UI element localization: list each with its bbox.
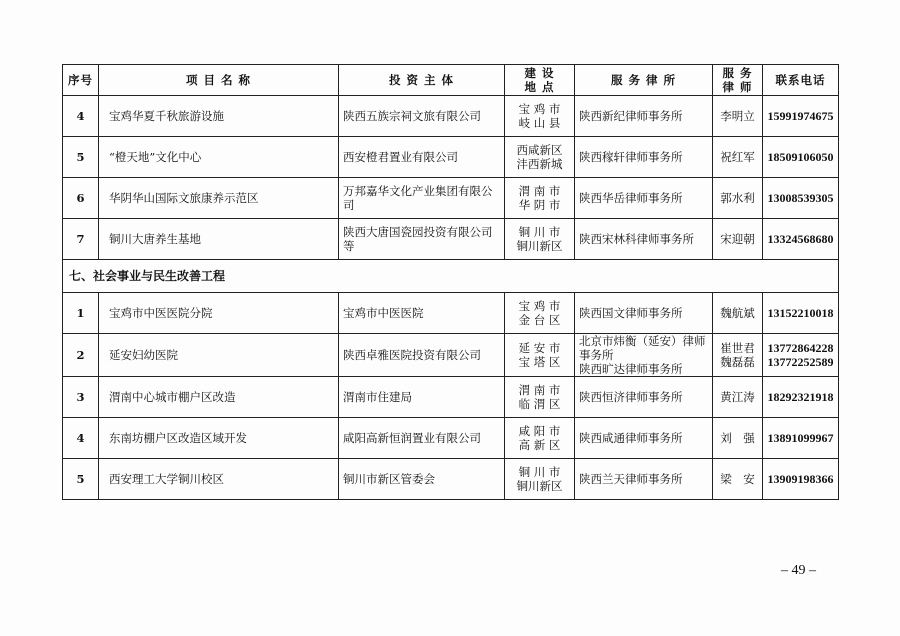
lawyer-name: 刘 强	[713, 418, 763, 459]
project-location: 铜 川 市 铜川新区	[505, 459, 575, 500]
investor-name: 陕西卓雅医院投资有限公司	[339, 334, 505, 377]
header-investor: 投 资 主 体	[339, 65, 505, 96]
lawyer-name: 宋迎朝	[713, 219, 763, 260]
contact-phone: 13152210018	[763, 293, 839, 334]
row-number: 1	[63, 293, 99, 334]
project-table	[62, 64, 839, 500]
header-location: 建 设 地 点	[505, 65, 575, 96]
lawyer-name: 魏航斌	[713, 293, 763, 334]
project-name: 西安理工大学铜川校区	[99, 459, 339, 500]
row-number: 6	[63, 178, 99, 219]
table-row	[63, 459, 839, 500]
contact-phone: 18292321918	[763, 377, 839, 418]
project-location: 西咸新区 沣西新城	[505, 137, 575, 178]
investor-name: 西安橙君置业有限公司	[339, 137, 505, 178]
header-firm: 服 务 律 所	[575, 65, 713, 96]
lawyer-name: 祝红军	[713, 137, 763, 178]
contact-phone: 18509106050	[763, 137, 839, 178]
project-name: 宝鸡市中医医院分院	[99, 293, 339, 334]
law-firm: 陕西华岳律师事务所	[575, 178, 713, 219]
project-name: 华阴华山国际文旅康养示范区	[99, 178, 339, 219]
contact-phone: 13324568680	[763, 219, 839, 260]
project-name: 渭南中心城市棚户区改造	[99, 377, 339, 418]
investor-name: 万邦嘉华文化产业集团有限公司	[339, 178, 505, 219]
law-firm: 北京市炜衡（延安）律师 事务所 陕西旷达律师事务所	[575, 334, 713, 377]
project-location: 宝 鸡 市 岐 山 县	[505, 96, 575, 137]
contact-phone: 15991974675	[763, 96, 839, 137]
project-name: 铜川大唐养生基地	[99, 219, 339, 260]
section-title: 七、社会事业与民生改善工程	[63, 260, 839, 293]
investor-name: 铜川市新区管委会	[339, 459, 505, 500]
row-number: 4	[63, 418, 99, 459]
contact-phone: 13909198366	[763, 459, 839, 500]
project-location: 延 安 市 宝 塔 区	[505, 334, 575, 377]
investor-name: 陕西大唐国瓷园投资有限公司等	[339, 219, 505, 260]
row-number: 2	[63, 334, 99, 377]
section-body	[63, 260, 839, 293]
contact-phone: 13772864228 13772252589	[763, 334, 839, 377]
contact-phone: 13891099967	[763, 418, 839, 459]
project-name: 东南坊棚户区改造区域开发	[99, 418, 339, 459]
project-location: 渭 南 市 临 渭 区	[505, 377, 575, 418]
law-firm: 陕西兰天律师事务所	[575, 459, 713, 500]
header-name: 项 目 名 称	[99, 65, 339, 96]
project-location: 铜 川 市 铜川新区	[505, 219, 575, 260]
row-number: 7	[63, 219, 99, 260]
table-row	[63, 418, 839, 459]
header-no: 序号	[63, 65, 99, 96]
law-firm: 陕西新纪律师事务所	[575, 96, 713, 137]
project-location: 宝 鸡 市 金 台 区	[505, 293, 575, 334]
lawyer-name: 李明立	[713, 96, 763, 137]
header-lawyer: 服 务 律 师	[713, 65, 763, 96]
contact-phone: 13008539305	[763, 178, 839, 219]
law-firm: 陕西宋林科律师事务所	[575, 219, 713, 260]
row-number: 5	[63, 459, 99, 500]
lawyer-name: 梁 安	[713, 459, 763, 500]
investor-name: 渭南市住建局	[339, 377, 505, 418]
group2-body	[63, 293, 839, 500]
project-name: “橙天地”文化中心	[99, 137, 339, 178]
investor-name: 咸阳高新恒润置业有限公司	[339, 418, 505, 459]
law-firm: 陕西咸通律师事务所	[575, 418, 713, 459]
row-number: 4	[63, 96, 99, 137]
table-row	[63, 137, 839, 178]
investor-name: 陕西五族宗祠文旅有限公司	[339, 96, 505, 137]
header-phone: 联系电话	[763, 65, 839, 96]
row-number: 3	[63, 377, 99, 418]
table-row	[63, 334, 839, 377]
table-row	[63, 96, 839, 137]
table-row	[63, 377, 839, 418]
law-firm: 陕西恒济律师事务所	[575, 377, 713, 418]
project-name: 延安妇幼医院	[99, 334, 339, 377]
law-firm: 陕西稼轩律师事务所	[575, 137, 713, 178]
project-name: 宝鸡华夏千秋旅游设施	[99, 96, 339, 137]
law-firm: 陕西国文律师事务所	[575, 293, 713, 334]
section-row	[63, 260, 839, 293]
investor-name: 宝鸡市中医医院	[339, 293, 505, 334]
table-row	[63, 178, 839, 219]
group1-body	[63, 96, 839, 260]
lawyer-name: 崔世君 魏磊磊	[713, 334, 763, 377]
page-number: – 49 –	[781, 563, 816, 578]
project-location: 咸 阳 市 高 新 区	[505, 418, 575, 459]
row-number: 5	[63, 137, 99, 178]
table-row	[63, 219, 839, 260]
project-location: 渭 南 市 华 阴 市	[505, 178, 575, 219]
table-row	[63, 293, 839, 334]
lawyer-name: 郭水利	[713, 178, 763, 219]
header-row	[63, 65, 839, 96]
lawyer-name: 黄江涛	[713, 377, 763, 418]
